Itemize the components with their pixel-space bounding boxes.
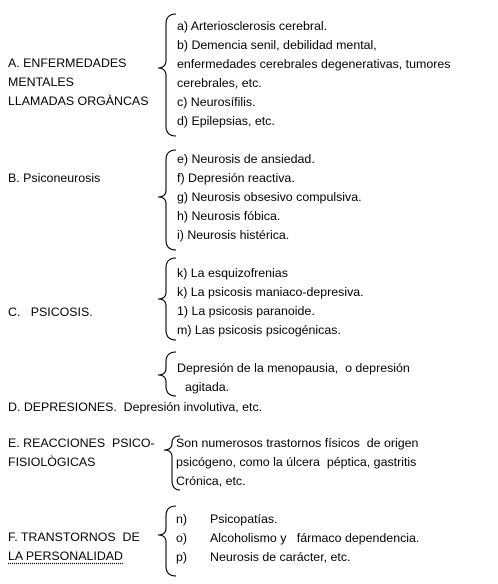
- section-c-heading: C. PSICOSIS.: [8, 305, 93, 319]
- section-c-item: k) La esquizofrenias: [177, 266, 288, 280]
- section-e-item: Son numerosos trastornos físicos de origen: [176, 436, 419, 450]
- section-b-item: e) Neurosis de ansiedad.: [177, 152, 315, 166]
- section-f-item-key: p): [176, 550, 188, 564]
- section-c-item: 1) La psicosis paranoide.: [177, 304, 315, 318]
- section-a-item: enfermedades cerebrales degenerativas, tumores: [177, 57, 451, 71]
- section-a-items: [177, 17, 450, 131]
- brace-b: [158, 150, 176, 250]
- section-f-heading-line-2: LA PERSONALIDAD: [8, 549, 124, 563]
- section-f-item: [176, 548, 419, 567]
- section-f-heading-line-1: F. TRANSTORNOS DE: [8, 530, 140, 544]
- section-a-item: cerebrales, etc.: [177, 76, 262, 90]
- section-e-item: psicógeno, como la úlcera péptica, gastritis: [176, 455, 417, 469]
- brace-c: [158, 258, 176, 340]
- section-a-item: d) Epilepsias, etc.: [177, 114, 275, 128]
- section-d-item: agitada.: [185, 380, 230, 394]
- brace-d: [158, 352, 176, 396]
- section-e-heading-line-2: FISIOLÒGICAS: [8, 455, 96, 469]
- section-a-item: c) Neurosífilis.: [177, 95, 256, 109]
- section-f-item-key: n): [176, 512, 188, 526]
- section-c-item: m) Las psicosis psicogénicas.: [177, 323, 341, 337]
- section-a-heading: [8, 54, 148, 111]
- section-f-item: [176, 529, 419, 548]
- section-c-item: k) La psicosis maniaco-depresiva.: [177, 285, 364, 299]
- section-d-items: [177, 359, 410, 397]
- section-f-item-key: o): [176, 531, 188, 545]
- section-f-item-text: Psicopatías.: [210, 512, 278, 526]
- section-d-heading: D. DEPRESIONES. Depresión involutiva, etc.: [8, 400, 263, 414]
- section-e-heading: [8, 434, 155, 472]
- section-e-item: Crónica, etc.: [176, 474, 246, 488]
- section-f-items: [176, 510, 419, 567]
- section-a-heading-line-1: A. ENFERMEDADES: [8, 56, 127, 70]
- section-f-item-text: Neurosis de carácter, etc.: [210, 550, 351, 564]
- section-e-heading-line-1: E. REACCIONES PSICO-: [8, 436, 155, 450]
- section-a-item: b) Demencia senil, debilidad mental,: [177, 38, 377, 52]
- brace-a: [158, 14, 176, 136]
- section-a-item: a) Arteriosclerosis cerebral.: [177, 19, 328, 33]
- section-b-heading: B. Psiconeurosis: [8, 171, 101, 185]
- section-f-item-text: Alcoholismo y fármaco dependencia.: [210, 531, 420, 545]
- section-a-heading-line-2: MENTALES: [8, 75, 74, 89]
- section-f-heading: [8, 528, 140, 566]
- section-d-item: Depresión de la menopausia, o depresión: [177, 361, 410, 375]
- section-b-item: g) Neurosis obsesivo compulsiva.: [177, 190, 362, 204]
- section-b-item: i) Neurosis histérica.: [177, 228, 290, 242]
- section-c-items: [177, 264, 364, 340]
- section-e-items: [176, 434, 418, 491]
- brace-f: [158, 506, 176, 576]
- section-a-heading-line-3: LLAMADAS ORGÀNCAS: [8, 94, 149, 108]
- section-b-item: f) Depresión reactiva.: [177, 171, 295, 185]
- section-b-item: h) Neurosis fóbica.: [177, 209, 281, 223]
- section-b-items: [177, 150, 362, 245]
- section-f-item: [176, 510, 419, 529]
